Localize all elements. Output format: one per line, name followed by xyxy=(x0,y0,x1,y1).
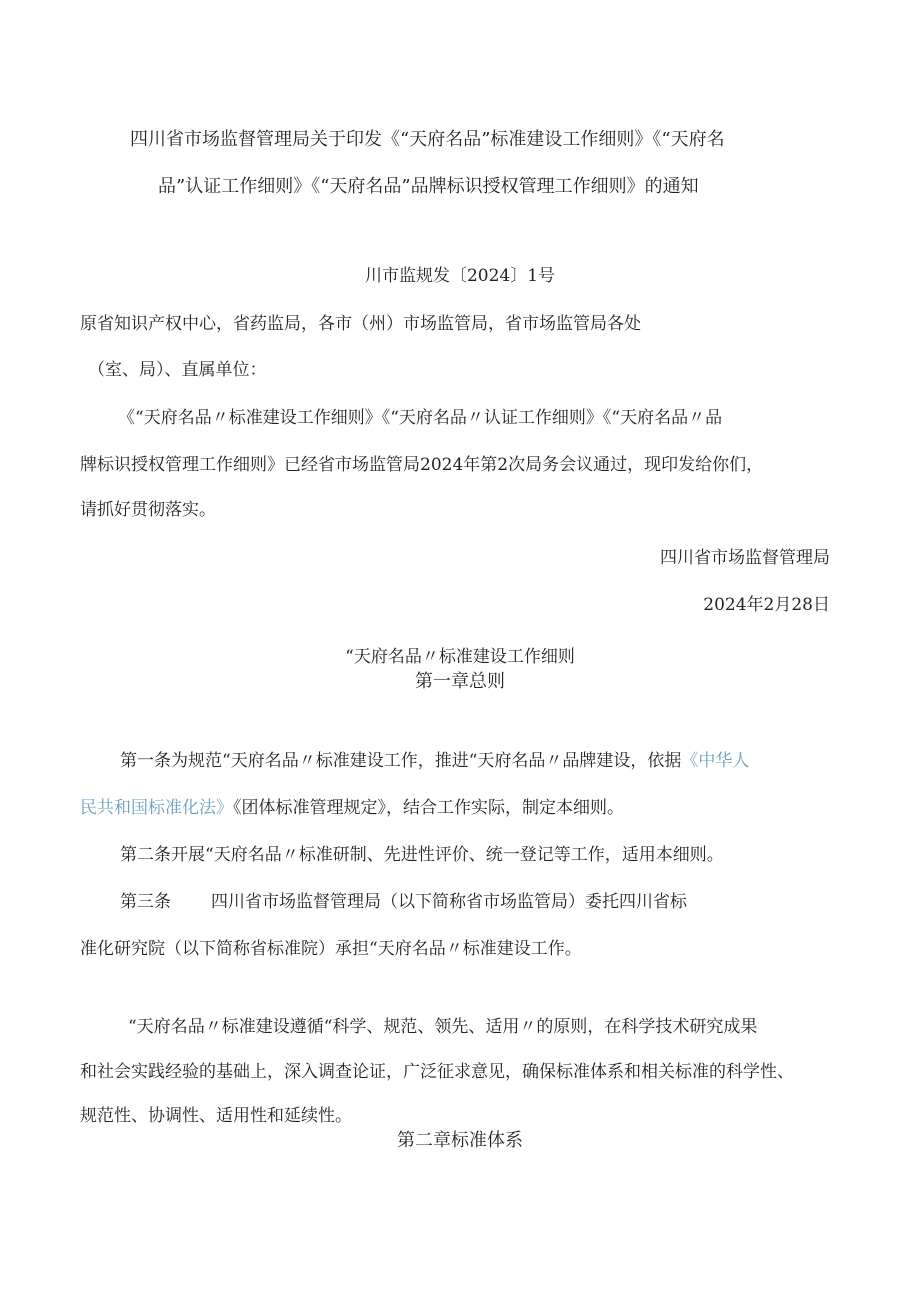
article-1-text: 第一条为规范“天府名品〃标准建设工作，推进“天府名品〃品牌建设，依据 xyxy=(120,751,682,771)
article-3-text: 四川省市场监督管理局（以下简称省市场监管局）委托四川省标 xyxy=(211,892,687,912)
rules-title: “天府名品〃标准建设工作细则 xyxy=(345,647,575,667)
principle-line-3: 规范性、协调性、适用性和延续性。 xyxy=(80,1106,352,1126)
principle-line-1: “天府名品〃标准建设遵循“科学、规范、领先、适用〃的原则，在科学技术研究成果 xyxy=(128,1017,758,1037)
notice-title-line-2: 品”认证工作细则》《“天府名品”品牌标识授权管理工作细则》的通知 xyxy=(158,176,699,197)
recipients-line-1: 原省知识产权中心，省药监局，各市（州）市场监管局，省市场监管局各处 xyxy=(80,314,641,334)
principle-line-2: 和社会实践经验的基础上，深入调查论证，广泛征求意见，确保标准体系和相关标准的科学性、 xyxy=(80,1062,794,1082)
document-number: 川市监规发〔2024〕1号 xyxy=(364,266,556,286)
law-reference-link[interactable]: 《中华人 xyxy=(681,751,750,771)
article-2: 第二条开展“天府名品〃标准研制、先进性评价、统一登记等工作，适用本细则。 xyxy=(120,845,724,865)
chapter-2-heading: 第二章标准体系 xyxy=(397,1130,523,1151)
chapter-1-heading: 第一章总则 xyxy=(415,671,505,692)
notice-body-line-3: 请抓好贯彻落实。 xyxy=(80,500,216,520)
article-1-line-1 xyxy=(120,749,749,773)
recipients-line-2: （室、局）、直属单位： xyxy=(88,360,267,380)
notice-body-line-1: 《“天府名品〃标准建设工作细则》《“天府名品〃认证工作细则》《“天府名品〃品 xyxy=(118,408,723,428)
law-reference-link-continued[interactable]: 民共和国标准化法》 xyxy=(80,798,233,818)
article-3-label: 第三条 xyxy=(120,892,171,912)
notice-title-line-1: 四川省市场监督管理局关于印发《“天府名品”标准建设工作细则》《“天府名 xyxy=(130,129,725,150)
issue-date: 2024年2月28日 xyxy=(703,595,830,615)
issuer-signature: 四川省市场监督管理局 xyxy=(660,548,830,568)
article-1-line-2 xyxy=(80,796,624,820)
notice-body-line-2: 牌标识授权管理工作细则》已经省市场监管局2024年第2次局务会议通过，现印发给你们， xyxy=(80,455,764,475)
article-3-line-1 xyxy=(120,890,687,914)
article-3-line-2: 准化研究院（以下简称省标准院）承担“天府名品〃标准建设工作。 xyxy=(80,939,582,959)
article-1-text-continued: 《团体标准管理规定》，结合工作实际，制定本细则。 xyxy=(233,798,624,818)
